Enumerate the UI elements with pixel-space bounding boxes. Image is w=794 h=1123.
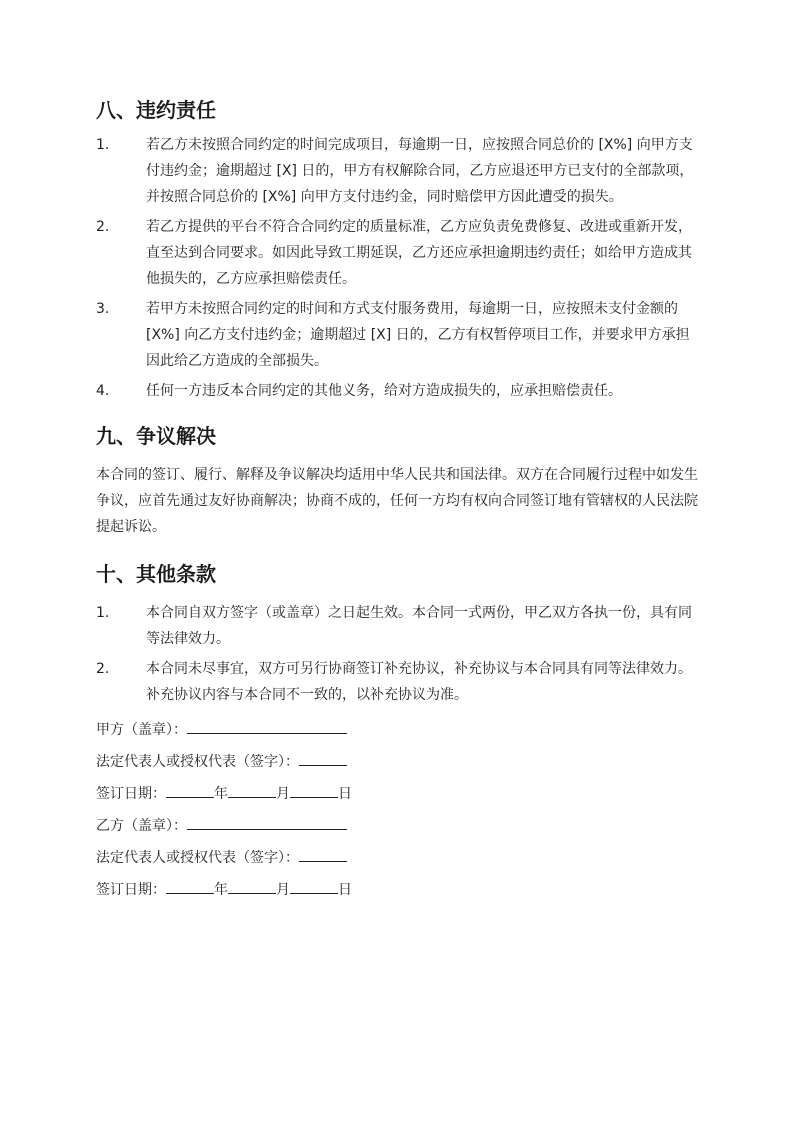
section-9-paragraph: 本合同的签订、履行、解释及争议解决均适用中华人民共和国法律。双方在合同履行过程中如发生争议，应首先通过友好协商解决；协商不成的，任何一方均有权向合同签订地有管辖权的人民法院提起诉讼。 [96,467,698,535]
month-label: 月 [276,882,290,898]
year-label: 年 [214,786,228,802]
day-label: 日 [338,786,352,802]
section-9-title: 九、争议解决 [96,424,216,448]
party-a-rep-label: 法定代表人或授权代表（签字）： [96,754,299,770]
party-b-seal-label: 乙方（盖章）： [96,818,187,834]
party-a-seal-line [96,718,700,738]
party-b-year-blank[interactable] [166,878,214,894]
item-number: 2. [96,661,110,677]
party-b-seal-blank[interactable] [187,814,347,830]
party-b-date-line [96,878,700,898]
year-label: 年 [214,882,228,898]
month-label: 月 [276,786,290,802]
section-8-item-1 [96,132,700,210]
item-text: 本合同自双方签字（或盖章）之日起生效。本合同一式两份，甲乙双方各执一份，具有同等法律效力。 [146,605,692,647]
section-8-list [96,132,700,404]
party-a-date-label: 签订日期： [96,786,166,802]
section-10-title: 十、其他条款 [96,562,216,586]
party-a-seal-label: 甲方（盖章）： [96,722,187,738]
party-b-seal-line [96,814,700,834]
party-b-rep-blank[interactable] [299,846,347,862]
party-a-rep-line [96,750,700,770]
party-b-rep-label: 法定代表人或授权代表（签字）： [96,850,299,866]
item-number: 4. [96,383,110,399]
party-a-rep-blank[interactable] [299,750,347,766]
item-number: 2. [96,219,110,235]
section-10-list [96,600,700,708]
party-a-seal-blank[interactable] [187,718,347,734]
party-a-day-blank[interactable] [290,782,338,798]
section-8-title: 八、违约责任 [96,98,216,122]
section-8-item-2 [96,214,700,292]
item-text: 若甲方未按照合同约定的时间和方式支付服务费用，每逾期一日，应按照未支付金额的 [X%] 向乙方支付违约金；逾期超过 [X] 日的，乙方有权暂停项目工作，并要求甲方承担因此给乙方造成的全部损失。 [146,301,690,369]
section-10-item-1 [96,600,700,652]
party-a-year-blank[interactable] [166,782,214,798]
party-a-month-blank[interactable] [228,782,276,798]
item-text: 任何一方违反本合同约定的其他义务，给对方造成损失的，应承担赔偿责任。 [146,383,622,399]
party-b-date-label: 签订日期： [96,882,166,898]
party-b-month-blank[interactable] [228,878,276,894]
section-8-item-3 [96,296,700,374]
party-a-date-line [96,782,700,802]
item-number: 3. [96,301,110,317]
item-text: 若乙方未按照合同约定的时间完成项目，每逾期一日，应按照合同总价的 [X%] 向甲方支付违约金；逾期超过 [X] 日的，甲方有权解除合同，乙方应退还甲方已支付的全部款项，并按照合同总价的 [X%] 向甲方支付违约金，同时赔偿甲方因此遭受的损失。 [146,137,694,205]
party-b-day-blank[interactable] [290,878,338,894]
item-text: 若乙方提供的平台不符合合同约定的质量标准，乙方应负责免费修复、改进或重新开发，直至达到合同要求。如因此导致工期延误，乙方还应承担逾期违约责任；如给甲方造成其他损失的，乙方应承担赔偿责任。 [146,219,692,287]
item-number: 1. [96,137,110,153]
contract-page [96,92,700,898]
item-number: 1. [96,605,110,621]
section-10-item-2 [96,656,700,708]
party-b-rep-line [96,846,700,866]
item-text: 本合同未尽事宜，双方可另行协商签订补充协议，补充协议与本合同具有同等法律效力。补充协议内容与本合同不一致的，以补充协议为准。 [146,661,692,703]
section-8-item-4 [96,378,700,404]
day-label: 日 [338,882,352,898]
